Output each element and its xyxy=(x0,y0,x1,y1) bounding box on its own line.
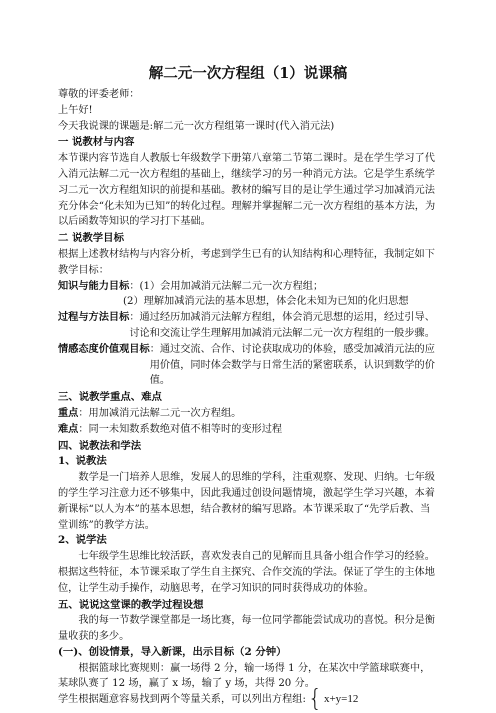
key-text: ：用加减消元法解二元一次方程组。 xyxy=(78,407,242,419)
goal-text: ：(1）会用加减消元法解二元一次方程组； xyxy=(129,280,324,292)
goal-knowledge-2 xyxy=(58,294,438,310)
difficult-text: ：同一未知数系数绝对值不相等时的变形过程 xyxy=(78,423,283,435)
page-title: 解二元一次方程组（1）说课稿 xyxy=(148,65,348,82)
goal-label: 情感态度价值观目标 xyxy=(58,342,150,355)
difficult-label: 难点 xyxy=(58,422,79,435)
section-heading: 一 说教材与内容 xyxy=(58,136,135,149)
greeting-line: 上午好! xyxy=(58,104,93,116)
paragraph: 我的每一节数学课堂都是一场比赛，每一位同学都能尝试成功的喜悦。积分是衡量收获的多少。 xyxy=(58,615,435,643)
key-label: 重点 xyxy=(58,406,79,419)
paragraph: 根据上述教材结构与内容分析，考虑到学生已有的认知结构和心理特征，我制定如下教学目标： xyxy=(58,248,435,276)
equation: x+y=12 xyxy=(323,693,359,706)
difficult-point xyxy=(58,422,438,438)
section-heading: 二 说教学目标 xyxy=(58,232,124,245)
paragraph: 数学是一门培养人思维，发展人的思维的学科，注重观察、发现、归纳。七年级的学生学习注意力还不够集中，因此我通过创设问题情境，激起学生学习兴趣，本着新课标“以人为本”的基本思想，结合教材的编写思路。本节课采取了“先学后教、当堂训练”的教学方法。 xyxy=(58,472,435,531)
goal-text: (2）理解加减消元法的基本思想，体会化未知为已知的化归思想 xyxy=(123,296,409,308)
goal-label: 过程与方法目标 xyxy=(58,311,130,324)
goal-emotion xyxy=(58,342,438,389)
goal-text: ：通过经历加减消元法解方程组，体会消元思想的运用，经过引导、讨论和交流让学生理解用加减消元法解二元一次方程组的一般步骤。 xyxy=(129,312,435,339)
greeting-line: 尊敬的评委老师： xyxy=(58,89,140,100)
equation-prefix: 学生根据题意容易找到两个等量关系，可以列出方程组: xyxy=(58,694,306,706)
subsection-heading: 1、说教法 xyxy=(58,455,107,468)
key-point xyxy=(58,406,438,422)
section-heading: 四、说教法和学法 xyxy=(58,439,142,452)
paragraph: 本节课内容节选自人教版七年级数学下册第八章第二节第二课时。是在学生学习了代入消元法解二元一次方程组的基础上，继续学习的另一种消元方法。它是学生系统学习二元一次方程组知识的前提和基础。教材的编写目的是让学生通过学习加减消元法充分体会“化未知为已知”的转化过程。理解并掌握解二元一次方程组的基本方法，为以后函数等知识的学习打下基础。 xyxy=(58,153,436,228)
section-heading: 五、说说这堂课的教学过程设想 xyxy=(58,598,204,611)
section-heading: 三、说教学重点、难点 xyxy=(58,391,162,404)
goal-process xyxy=(58,310,438,342)
left-brace: { xyxy=(307,685,322,713)
subsection-heading: (一)、创设情景，导入新课，出示目标（2 分钟） xyxy=(58,645,287,658)
paragraph: 七年级学生思维比较活跃，喜欢发表自己的见解而且具备小组合作学习的经验。根据这些特征，本节课采取了学生自主探究、合作交流的学法。保证了学生的主体地位，让学生动手操作，动脑思考，在学习知识的同时获得成功的体验。 xyxy=(58,551,435,594)
subsection-heading: 2、说学法 xyxy=(58,534,107,547)
paragraph: 根据篮球比赛规则：赢一场得 2 分，输一场得 1 分，在某次中学篮球联赛中，某球队赛了 12 场，赢了 x 场，输了 y 场，共得 20 分。 xyxy=(58,662,431,690)
goal-knowledge xyxy=(58,279,438,295)
goal-label: 知识与能力目标 xyxy=(58,279,130,292)
goal-text: ：通过交流、合作、讨论获取成功的体验，感受加减消元法的应用价值，同时体会数学与日常生活的紧密联系，认识到数学的价值。 xyxy=(149,343,435,387)
intro-line: 今天我说课的课题是:解二元一次方程组第一课时(代入消元法) xyxy=(58,120,335,132)
equation-line xyxy=(58,685,438,713)
